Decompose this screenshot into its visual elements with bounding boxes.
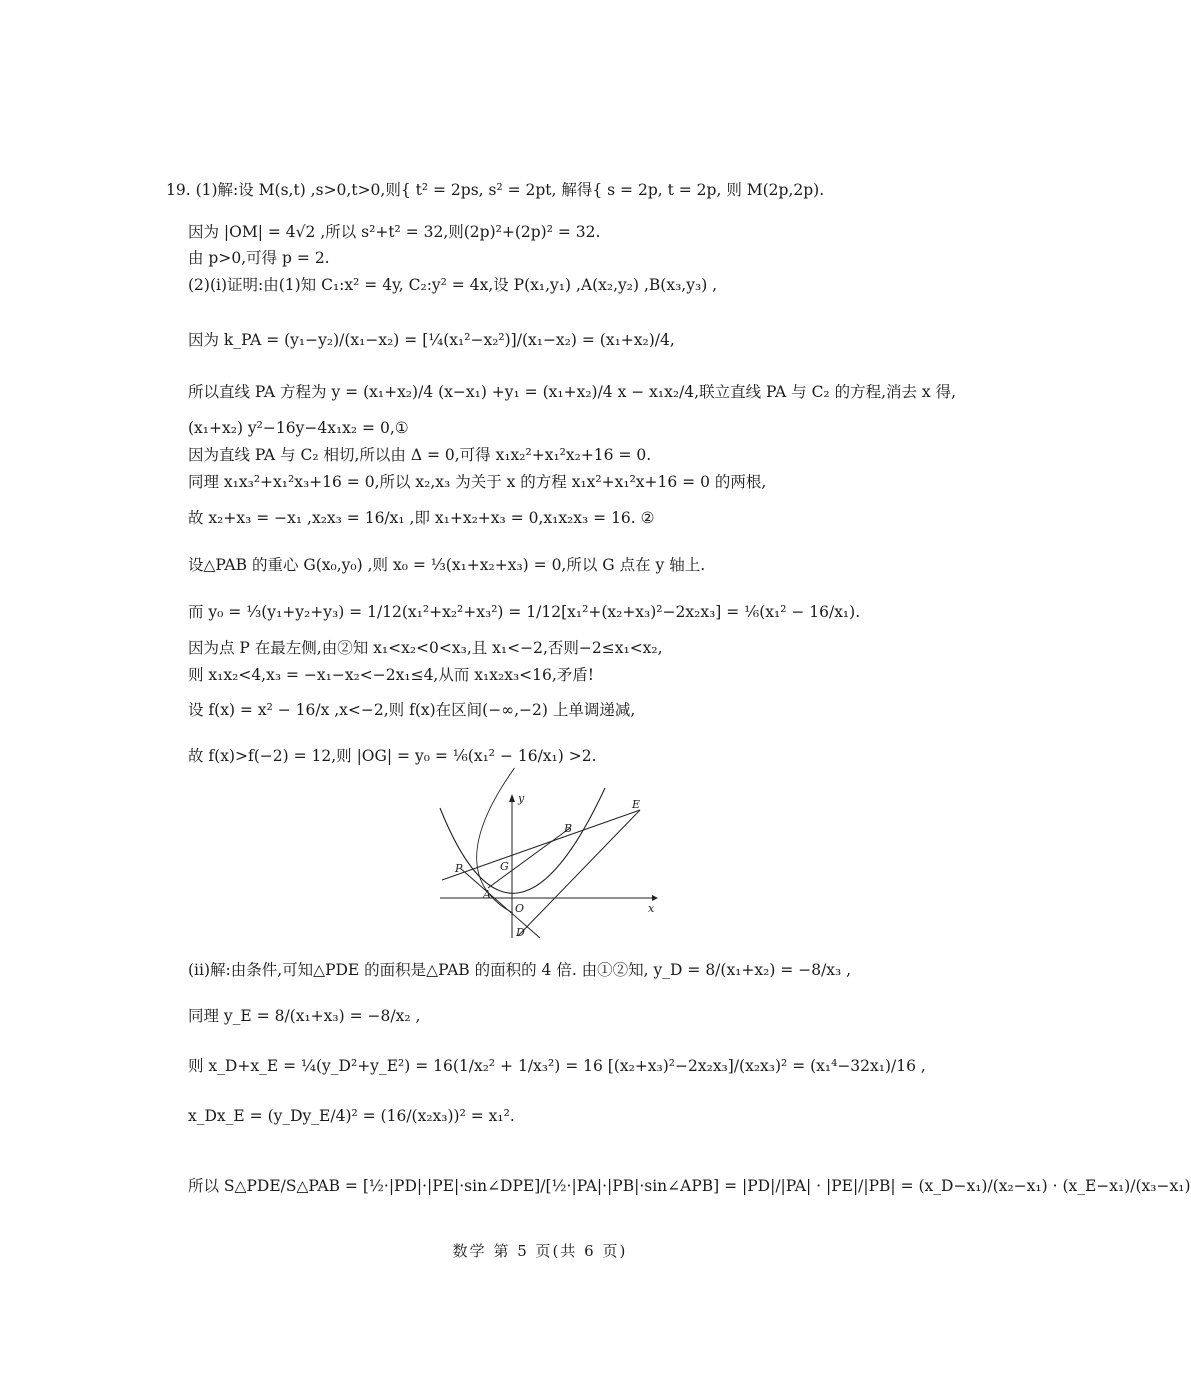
fig-label-e: E [632, 798, 641, 811]
line-20: x_Dx_E = (y_Dy_E/4)² = (16/(x₂x₃))² = x₁². [188, 1107, 515, 1125]
page-footer: 数学 第 5 页(共 6 页) [452, 1242, 628, 1260]
line-4: (2)(i)证明:由(1)知 C₁:x² = 4y, C₂:y² = 4x,设 P(x₁,y₁) ,A(x₂,y₂) ,B(x₃,y₃) , [188, 276, 718, 294]
line-19: 则 x_D+x_E = ¼(y_D²+y_E²) = 16(1/x₂² + 1/x₃²) = 16 [(x₂+x₃)²−2x₂x₃]/(x₂x₃)² = (x₁⁴−32x₁)/16 , [188, 1057, 926, 1075]
line-10: 故 x₂+x₃ = −x₁ ,x₂x₃ = 16/x₁ ,即 x₁+x₂+x₃ = 0,x₁x₂x₃ = 16. ② [188, 509, 655, 527]
line-16: 故 f(x)>f(−2) = 12,则 |OG| = y₀ = ⅙(x₁² − 16/x₁) >2. [188, 747, 597, 765]
fig-label-d: D [516, 926, 525, 939]
line-5: 因为 k_PA = (y₁−y₂)/(x₁−x₂) = [¼(x₁²−x₂²)]/(x₁−x₂) = (x₁+x₂)/4, [188, 331, 675, 349]
fig-label-b: B [564, 822, 573, 835]
line-14: 则 x₁x₂<4,x₃ = −x₁−x₂<−2x₁≤4,从而 x₁x₂x₃<16,矛盾! [188, 666, 595, 684]
line-13: 因为点 P 在最左侧,由②知 x₁<x₂<0<x₃,且 x₁<−2,否则−2≤x₁<x₂, [188, 639, 663, 657]
fig-label-x: x [648, 902, 655, 915]
fig-label-y: y [518, 792, 525, 805]
line-17: (ii)解:由条件,可知△PDE 的面积是△PAB 的面积的 4 倍. 由①②知, y_D = 8/(x₁+x₂) = −8/x₃ , [188, 961, 852, 979]
line-1: 19. (1)解:设 M(s,t) ,s>0,t>0,则{ t² = 2ps, s² = 2pt, 解得{ s = 2p, t = 2p, 则 M(2p,2p). [166, 181, 825, 199]
line-15: 设 f(x) = x² − 16/x ,x<−2,则 f(x)在区间(−∞,−2) 上单调递减, [188, 701, 636, 719]
parabola-tangent-figure [430, 788, 670, 948]
line-2: 因为 |OM| = 4√2 ,所以 s²+t² = 32,则(2p)²+(2p)² = 32. [188, 223, 601, 241]
fig-label-p: P [455, 862, 463, 875]
line-7: (x₁+x₂) y²−16y−4x₁x₂ = 0,① [188, 419, 409, 437]
fig-label-o: O [515, 902, 525, 915]
line-9: 同理 x₁x₃²+x₁²x₃+16 = 0,所以 x₂,x₃ 为关于 x 的方程 x₁x²+x₁²x+16 = 0 的两根, [188, 473, 767, 491]
line-21: 所以 S△PDE/S△PAB = [½·|PD|·|PE|·sin∠DPE]/[½·|PA|·|PB|·sin∠APB] = |PD|/|PA| · |PE|/|PB| = (x_D−x₁)/(x₂−x₁) · (x_E−x₁)/(x₃−x₁) [188, 1177, 1191, 1195]
line-3: 由 p>0,可得 p = 2. [188, 249, 330, 267]
fig-label-a: A [483, 888, 491, 901]
line-8: 因为直线 PA 与 C₂ 相切,所以由 Δ = 0,可得 x₁x₂²+x₁²x₂+16 = 0. [188, 446, 652, 464]
fig-label-g: G [500, 860, 509, 873]
line-6: 所以直线 PA 方程为 y = (x₁+x₂)/4 (x−x₁) +y₁ = (x₁+x₂)/4 x − x₁x₂/4,联立直线 PA 与 C₂ 的方程,消去 x 得, [188, 383, 957, 401]
line-18: 同理 y_E = 8/(x₁+x₃) = −8/x₂ , [188, 1007, 421, 1025]
line-11: 设△PAB 的重心 G(x₀,y₀) ,则 x₀ = ⅓(x₁+x₂+x₃) = 0,所以 G 点在 y 轴上. [188, 556, 706, 574]
line-12: 而 y₀ = ⅓(y₁+y₂+y₃) = 1/12(x₁²+x₂²+x₃²) = 1/12[x₁²+(x₂+x₃)²−2x₂x₃] = ⅙(x₁² − 16/x₁). [188, 603, 861, 621]
